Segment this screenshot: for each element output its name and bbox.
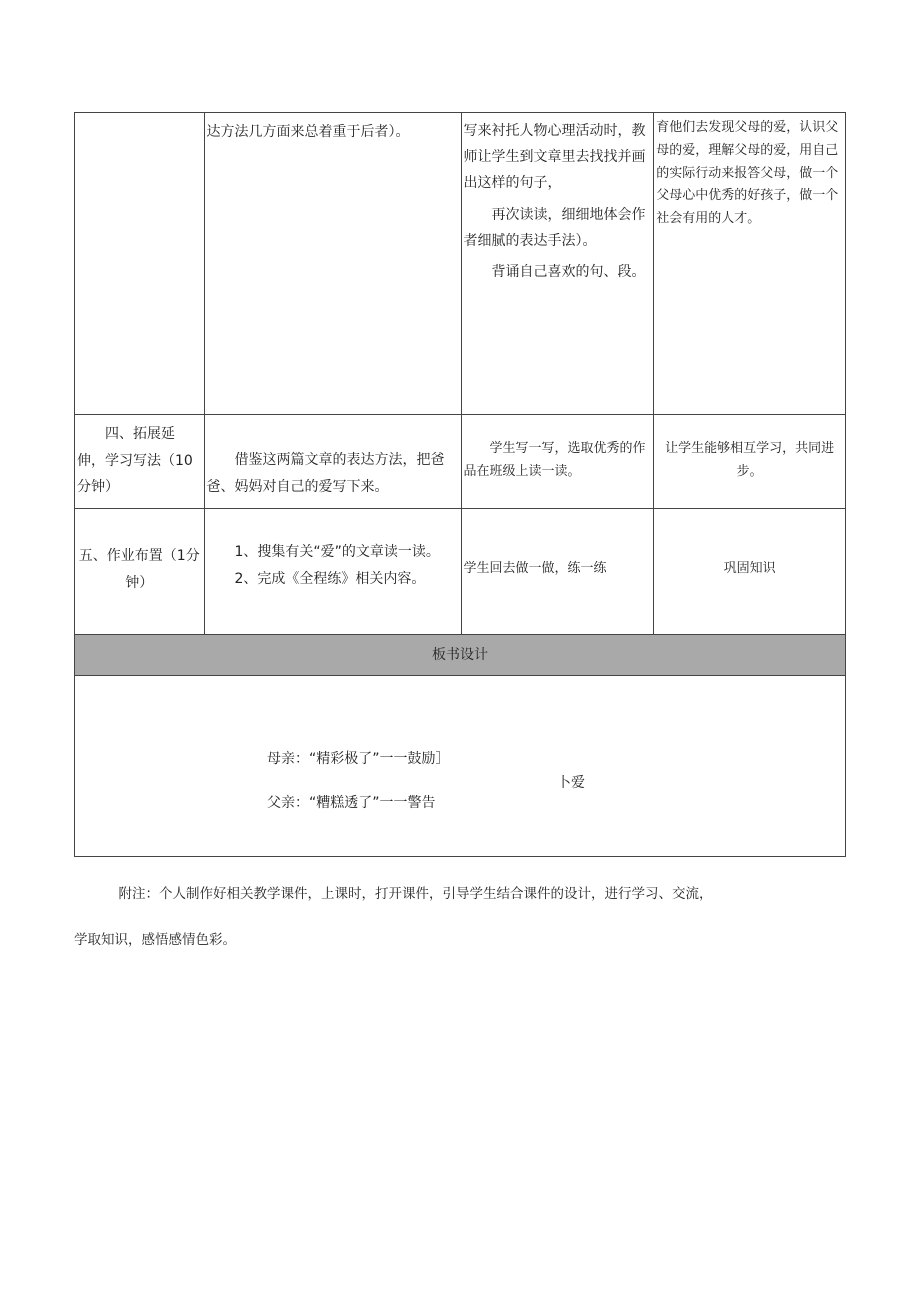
table-row — [75, 676, 846, 857]
board-design-area — [75, 676, 846, 857]
student-text: 写来衬托人物心理活动时，教师让学生到文章里去找找并画出这样的句子， — [463, 123, 646, 191]
teacher-text: 达方法几方面来总着重于后者）。 — [206, 124, 410, 140]
table-row — [75, 113, 846, 415]
student-activity-cell — [461, 509, 654, 635]
teacher-text: 借鉴这两篇文章的表达方法，把爸爸、妈妈对自己的爱写下来。 — [206, 452, 445, 495]
student-activity-cell — [461, 113, 654, 415]
teacher-activity-cell — [204, 415, 461, 509]
teacher-activity-cell — [204, 113, 461, 415]
teacher-text: 2、完成《全程练》相关内容。 — [234, 570, 426, 587]
student-activity-cell — [461, 415, 654, 509]
purpose-text: 育他们去发现父母的爱，认识父母的爱，理解父母的爱，用自己的实际行动来报答父母，做一个父母心中优秀的好孩子，做一个社会有用的人才。 — [656, 120, 839, 226]
purpose-cell — [654, 113, 846, 415]
student-text: 背诵自己喜欢的句、段。 — [491, 264, 646, 281]
lesson-plan-table — [74, 112, 846, 857]
student-text: 学生写一写，选取优秀的作品在班级上读一读。 — [463, 441, 646, 480]
purpose-cell — [654, 415, 846, 509]
stage-text: 四、拓展延伸，学习写法（10分钟） — [77, 426, 193, 496]
stage-cell — [75, 415, 205, 509]
board-father-line: 父亲：“糟糕透了”一一警告 — [267, 795, 436, 811]
teacher-text: 1、搜集有关“爱”的文章读一读。 — [234, 544, 440, 560]
stage-cell — [75, 509, 205, 635]
stage-text: 五、作业布置（1分钟） — [78, 548, 200, 591]
purpose-text: 让学生能够相互学习，共同进步。 — [665, 441, 835, 480]
footnote-line-1: 附注：个人制作好相关教学课件，上课时，打开课件，引导学生结合课件的设计，进行学习、交流， — [118, 886, 713, 902]
purpose-text: 巩固知识 — [723, 561, 776, 576]
footnote-line-2: 学取知识，感悟感情色彩。 — [74, 932, 236, 948]
board-design-title: 板书设计 — [75, 635, 846, 676]
student-text: 再次读读，细细地体会作者细腻的表达手法）。 — [463, 206, 646, 249]
purpose-cell — [654, 509, 846, 635]
table-row — [75, 509, 846, 635]
student-text: 学生回去做一做，练一练 — [463, 561, 607, 576]
teacher-activity-cell — [204, 509, 461, 635]
table-row — [75, 415, 846, 509]
board-love-label: 卜爱 — [557, 775, 585, 791]
table-row — [75, 635, 846, 676]
board-mother-line: 母亲：“精彩极了”一一鼓励］ — [267, 751, 450, 767]
stage-cell — [75, 113, 205, 415]
